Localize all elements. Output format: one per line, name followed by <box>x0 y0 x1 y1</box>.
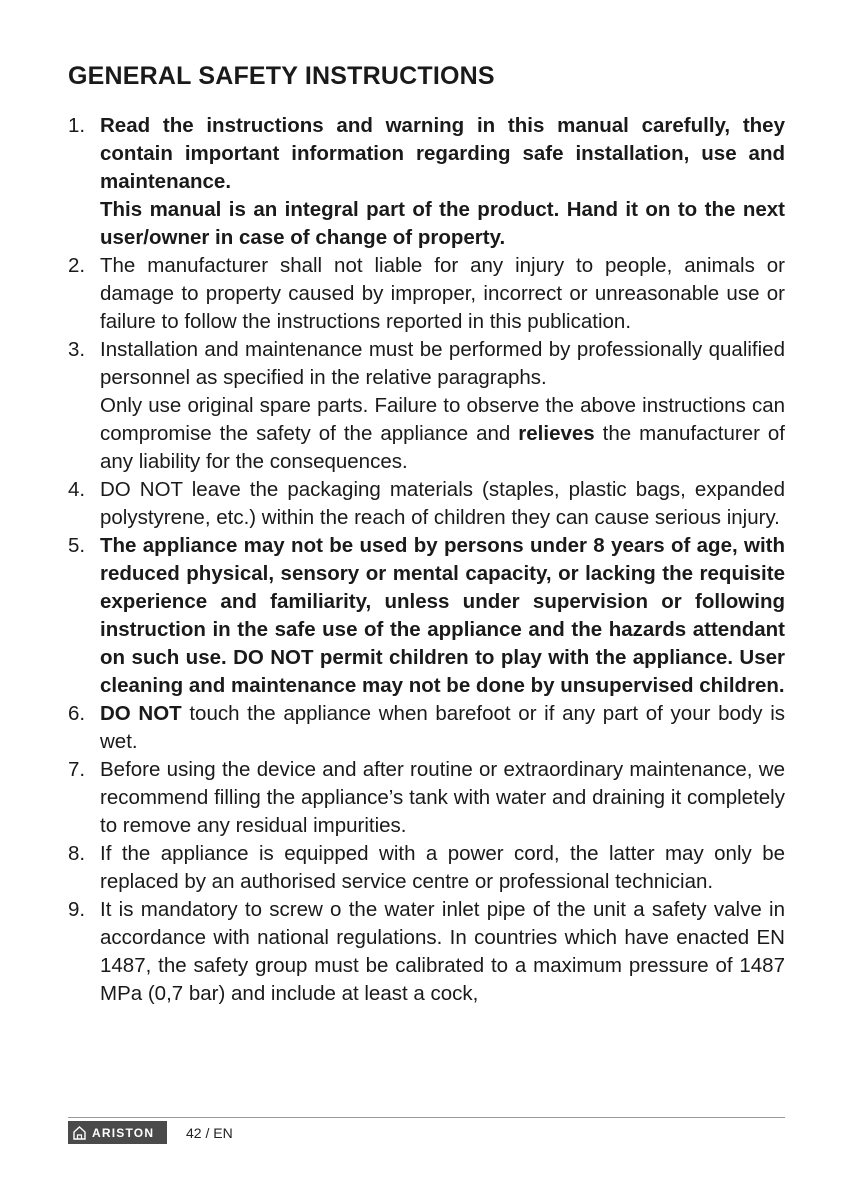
item-number: 7. <box>68 758 86 781</box>
item-text-paragraph <box>100 392 785 476</box>
item-text: Installation and maintenance must be performed by professionally qualified personnel as specified in the relative paragraphs. <box>100 338 785 389</box>
safety-list <box>68 112 785 1008</box>
item-text: This manual is an integral part of the product. Hand it on to the next user/owner in case of change of property. <box>100 198 785 249</box>
list-item <box>68 896 785 1008</box>
item-text: Only use original spare parts. Failure to observe the above instructions can compromise the safety of the appliance and <box>100 394 785 445</box>
list-item <box>68 532 785 700</box>
page-title: GENERAL SAFETY INSTRUCTIONS <box>68 62 495 90</box>
item-text: Before using the device and after routine or extraordinary maintenance, we recommend filling the appliance’s tank with water and draining it completely to remove any residual impurities. <box>100 758 785 837</box>
item-text: the manufacturer of any liability for the consequences. <box>100 422 785 473</box>
item-number: 1. <box>68 114 86 137</box>
list-item <box>68 840 785 896</box>
item-number: 2. <box>68 254 86 277</box>
item-number: 9. <box>68 898 86 921</box>
item-number: 6. <box>68 702 86 725</box>
list-item <box>68 112 785 252</box>
page-number: 42 / EN <box>186 1125 233 1141</box>
brand-name: ARISTON <box>92 1125 155 1140</box>
item-text: touch the appliance when barefoot or if any part of your body is wet. <box>100 702 785 753</box>
ariston-logo <box>68 1121 167 1144</box>
list-item <box>68 700 785 756</box>
list-item <box>68 252 785 336</box>
list-item <box>68 336 785 476</box>
item-number: 8. <box>68 842 86 865</box>
house-icon <box>73 1126 86 1140</box>
item-text: The manufacturer shall not liable for any injury to people, animals or damage to property caused by improper, incorrect or unreasonable use or failure to follow the instructions reported in this publication. <box>100 254 785 333</box>
list-item <box>68 756 785 840</box>
item-text: If the appliance is equipped with a power cord, the latter may only be replaced by an authorised service centre or professional technician. <box>100 842 785 893</box>
item-text: DO NOT leave the packaging materials (staples, plastic bags, expanded polystyrene, etc.) within the reach of children they can cause serious injury. <box>100 478 785 529</box>
item-number: 3. <box>68 338 86 361</box>
item-text: It is mandatory to screw o the water inlet pipe of the unit a safety valve in accordance with national regulations. In countries which have enacted EN 1487, the safety group must be calibrated to a maximum pressure of 1487 MPa (0,7 bar) and include at least a cock, <box>100 898 785 1005</box>
item-number: 5. <box>68 534 86 557</box>
item-text-bold: relieves <box>518 422 595 445</box>
item-text: The appliance may not be used by persons under 8 years of age, with reduced physical, sensory or mental capacity, or lacking the requisite experience and familiarity, unless under supervision or following instruction in the safe use of the appliance and the hazards attendant on such use. DO NOT permit children to play with the appliance. User cleaning and maintenance may not be done by unsupervised children. <box>100 534 785 697</box>
footer-divider <box>68 1117 785 1118</box>
item-text: Read the instructions and warning in this manual carefully, they contain important information regarding safe installation, use and maintenance. <box>100 114 785 193</box>
item-number: 4. <box>68 478 86 501</box>
list-item <box>68 476 785 532</box>
item-text-bold: DO NOT <box>100 702 182 725</box>
